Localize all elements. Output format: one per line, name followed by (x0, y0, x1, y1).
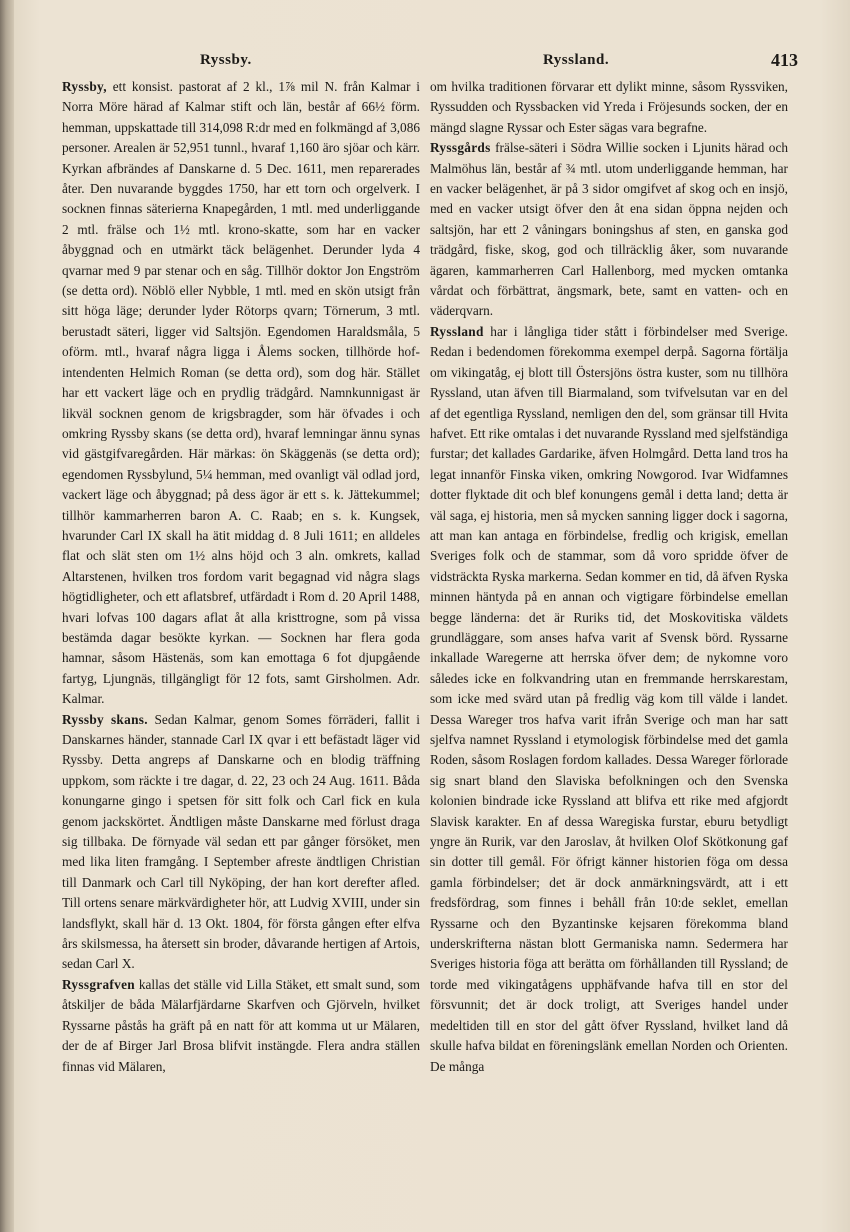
entry-continuation (430, 77, 788, 138)
page-binding-edge (0, 0, 14, 1232)
entry-text: Sedan Kalmar, genom Somes förräderi, fallit i Danskarnes händer, stannade Carl IX qvar i ett befästadt läger vid Ryssby. Detta angreps af Danskarne och en blodig träffning uppkom, som räckte i tre dagar, d. 22, 23 och 24 Aug. 1611. Båda konungarne gingo i spetsen för sitt folk och Carl fick en kula genom jackskörtet. Ändtligen måste Danskarne med förlust draga sig tillbaka. De förnyade väl sedan ett par gånger försöket, men med lika liten framgång. I September afreste ändtligen Christian till Danmark och Carl till Nyköping, der han kort derefter afled. Till ortens senare märkvärdigheter hör, att Ludvig XVIII, under sin landsflykt, skall här d. 13 Okt. 1804, för första gången efter elfva års skilsmessa, ha återsett sin broder, dåvarande hertigen af Artois, sedan Carl X. (62, 711, 420, 972)
entry-headword: Ryssby skans. (62, 711, 148, 727)
entry-text: ett konsist. pastorat af 2 kl., 1⅞ mil N. från Kalmar i Norra Möre härad af Kalmar stift och län, består af 66½ förm. hemman, uppskattade till 314,098 R:dr med en folkmängd af 3,086 personer. Arealen är 52,951 tunnl., hvaraf 1,160 äro sjöar och kärr. Kyrkan afbrändes af Danskarne d. 5 Dec. 1611, men reparerades åter. Den nuvarande byggdes 1750, har ett torn och orgelverk. I socknen finnas säterierna Knapegården, 1 mtl. med underliggande 2 mtl. frälse och 1½ mtl. krono-skatte, som har en vacker åbyggnad och en utmärkt täck belägenhet. Derunder lyda 4 qvarnar med 9 par stenar och en såg. Tillhör doktor Jon Engström (se detta ord). Nöblö eller Nybble, 1 mtl. med en skön utsigt från sitt höga läge; derunder lyder Rötorps qvarn; Törnerum, 3 mtl. berustadt säteri, ligger vid Saltsjön. Egendomen Haraldsmåla, 5 oförm. mtl., hvaraf några ligga i Ålems socken, tillhörde hof-intendenten Helmich Roman (se detta ord), som dog här. Stället har ett vackert läge och en prydlig trädgård. Namnkunnigast är likväl socknen genom de krigsbragder, som här öfvades i och omkring Ryssby skans (se detta ord), hvaraf lemningar ännu synas vid gästgifvaregården. Här märkas: ön Skäggenäs (se detta ord); egendomen Ryssbylund, 5¼ hemman, med ovanligt väl odlad jord, vackert läge och åbyggnad; på dess ägor är ett s. k. Jättekummel; tillhör kammarherren baron A. C. Raab; en s. k. Kungsek, hvarunder Carl IX skall ha ätit middag d. 8 Juli 1611; en alldeles flat och slät sten om 1½ alns höjd och 3 aln. omkrets, kallad Altarstenen, hvilken tros fordom varit begagnad vid några slags högtidligheter, och ett aflatsbref, utfärdadt i Rom d. 20 April 1488, hvari lofvas 100 dagars aflat åt alla kristtrogne, som på vissa bestämda dagar besökte kyrkan. — Socknen har flera goda hamnar, såsom Hästenäs, som kan emottaga 6 fot djupgående fartyg, Ljungnäs, tillgängligt för 12 fots, samt Girsholmen. Adr. Kalmar. (62, 79, 420, 707)
entry-ryssby (62, 77, 420, 710)
entry-headword: Ryssland (430, 323, 484, 339)
entry-text: om hvilka traditionen förvarar ett dylikt minne, såsom Ryssviken, Ryssudden och Ryssbacken vid Yreda i Fröjesunds socken, der en mängd slagne Ryssar och Ester sägas vara begrafne. (430, 79, 788, 135)
entry-ryssby-skans (62, 710, 420, 975)
entry-headword: Ryssgrafven (62, 976, 136, 992)
entry-ryssgrafven (62, 975, 420, 1077)
entry-text: kallas det ställe vid Lilla Stäket, ett smalt sund, som åtskiljer de båda Mälarfjärdarne Skarfven och Gjörveln, hvilket Ryssarne påstås ha gräft på en natt för att komma ut ur Mälaren, der de af Birger Jarl Brosa blifvit instängde. Flera andra ställen finnas vid Mälaren, (62, 976, 420, 1074)
entry-text: har i långliga tider stått i förbindelser med Sverige. Redan i bedendomen förekomma exempel derpå. Sagorna förtälja om vikingatåg, ej blott till Östersjöns östra kuster, som nu tillhöra Ryssland, utan äfven till Biarmaland, som tvifvelsutan var en del af det egentliga Ryssland, nemligen den del, som gränsar till Hvita hafvet. Ett rike omtalas i det nuvarande Ryssland med sjelfständiga furstar; det kallades Gardarike, äfven Holmgård. Detta land tros ha legat innanför Finska viken, omkring Nowgorod. Ivar Widfamnes dotter flyktade dit och blef konungens gemål i detta land; detta är väl saga, ej historia, men så mycken sanning ligger dock i sagorna, att man kan antaga en förbindelse, fredlig och krigisk, emellan Sveriges folk och de stammar, som då voro spridde öfver de vidsträckta Ryska markerna. Sedan kommer en tid, då äfven Ryska minnen häntyda på en annan och vigtigare förbindelse emellan begge länderna: det är Ruriks tid, det Moskovitiska väldets grundläggare, som anses hafva varit af Svensk börd. Ryssarne inkallade Waregerne att herrska öfver dem; de nykomne voro således icke en folkvandring utan en fremmande herrskarestam, som icke med svärd utan på fredlig väg kom till välde i landet. Dessa Wareger tros hafva varit ifrån Sverige och man har satt sjelfva namnet Ryssland i etymologisk förbindelse med det gamla Roden, såsom Roslagen fordom kallades. Dessa Wareger förlorade sig snart bland den Slaviska befolkningen och den Svenska kolonien bindrade icke Ryssland att blifva ett rike med afgjordt Slavisk karakter. En af dessa Waregiska furstar, eburu betydligt yngre än Rurik, var den Jaroslav, åt hvilken Olof Skötkonung gaf sin dotter till gemål. För öfrigt känner historien föga om dessa gamla förbindelser; det är dock anmärkningsvärdt, att i ett fredsfördrag, som finnes i behåll från 10:de seklet, emellan Ryssarne och den Byzantinske kejsaren förekomma bland underskrifterna nästan blott Germaniska namn. Sedermera har Sveriges historia föga att berätta om förhållanden till Ryssland; de torde med vikingatågens upphäfvande hafva till en stor del försvunnit; det är dock troligt, att Sveriges handel under medeltiden till en stor del gått öfver Ryssland, hvilket land då skulle hafva bildat en föreningslänk emellan Norden och Orienten. De många (430, 323, 788, 1074)
entry-ryssland (430, 322, 788, 1077)
page-number: 413 (771, 50, 798, 70)
entry-text: frälse-säteri i Södra Willie socken i Ljunits härad och Malmöhus län, består af ¾ mtl. utom underliggande hemman, har en vacker belägenhet, är på 3 sidor omgifvet af skog och en insjö, med en vacker utsigt öfver den åt ena sidan öppna nejden och saltsjön, har ett 2 våningars boningshus af sten, en ganska god trädgård, fiske, skog, god och tillräcklig åker, som nuvarande ägaren, kammarherren Carl Hallenborg, med mycken omtanka vårdat och förbättrat, ängsmark, bete, samt en vatten- och en väderqvarn. (430, 140, 788, 319)
header-left-word: Ryssby. (200, 52, 252, 68)
right-column (430, 77, 788, 1197)
entry-headword: Ryssgårds (430, 140, 491, 156)
header-right-word: Ryssland. (543, 52, 610, 68)
running-header (60, 52, 798, 76)
entry-ryssgards (430, 138, 788, 322)
entry-headword: Ryssby, (62, 79, 107, 94)
left-column (62, 77, 420, 1197)
